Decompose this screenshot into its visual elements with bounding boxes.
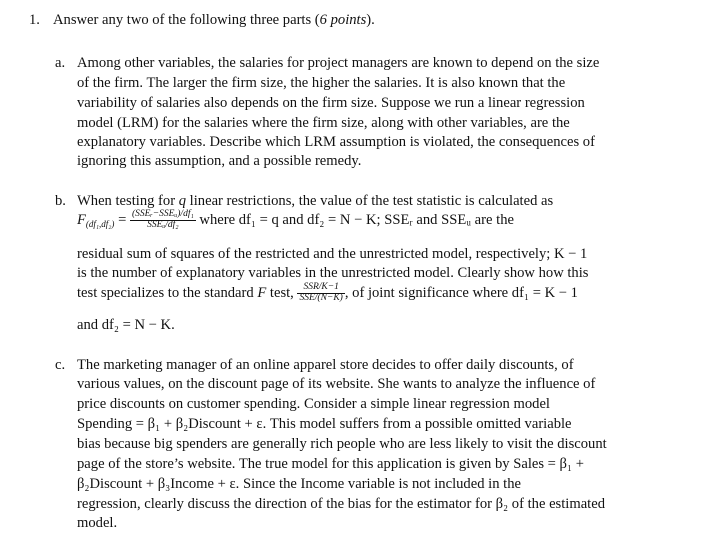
- standard-f-fraction: [297, 283, 344, 304]
- part-c-line: β₂Discount + β₃Income + ε. Since the Income variable is not included in the: [77, 476, 521, 492]
- part-c-line: page of the store’s website. The true model for this application is given by Sales = β₁ +: [77, 456, 584, 472]
- part-b-line-5: [77, 283, 578, 304]
- f-symbol: F: [257, 284, 267, 301]
- question-prompt-close: ).: [366, 12, 375, 28]
- question-points: 6 points: [319, 12, 367, 28]
- part-a-line: model (LRM) for the salaries where the firm size, along with other variables, are the: [77, 115, 570, 131]
- part-a-line: Among other variables, the salaries for project managers are known to depend on the size: [77, 55, 600, 71]
- part-c-line: The marketing manager of an online apparel store decides to offer daily discounts, of: [77, 357, 574, 373]
- part-b-line-4: is the number of explanatory variables in the unrestricted model. Clearly show how this: [77, 265, 589, 281]
- fraction-denominator: SSE/(N−K): [299, 292, 343, 303]
- f-statistic-fraction: [130, 210, 196, 231]
- question-number: 1.: [29, 12, 40, 28]
- part-b-line-6: and df₂ = N − K.: [77, 317, 175, 333]
- f-subscript: (df₁,df₂): [85, 218, 115, 229]
- fraction-numerator: (SSEᵣ−SSEᵤ)/df₁: [131, 209, 194, 219]
- part-a-line: variability of salaries also depends on the firm size. Suppose we run a linear regression: [77, 95, 585, 111]
- part-b-line-2: [77, 210, 514, 231]
- question-header: [29, 12, 375, 29]
- part-c-label: c.: [55, 357, 66, 373]
- part-b-q: q: [178, 193, 187, 209]
- part-b-line-1: [77, 193, 553, 210]
- part-b-text: test specializes to the standard: [77, 284, 258, 301]
- part-a-line: ignoring this assumption, and a possible remedy.: [77, 153, 362, 169]
- part-b-text: When testing for: [77, 193, 179, 209]
- part-c-line: various values, on the discount page of its website. She wants to analyze the influence of: [77, 376, 596, 392]
- part-c-line: bias because big spenders are generally rich people who are less likely to visit the discount: [77, 436, 607, 452]
- part-b-text: , of joint significance where df₁ = K − 1: [344, 284, 578, 301]
- question-prompt: Answer any two of the following three parts (: [53, 12, 320, 28]
- fraction-denominator: SSEᵤ/df₂: [147, 219, 179, 230]
- equals-sign: =: [114, 211, 130, 228]
- part-b-label: b.: [55, 193, 66, 209]
- part-b-text: linear restrictions, the value of the test statistic is calculated as: [186, 193, 554, 209]
- f-symbol: F: [77, 211, 86, 228]
- part-a-label: a.: [55, 55, 66, 71]
- part-b-text: where df₁ = q and df₂ = N − K; SSEᵣ and SSEᵤ are the: [195, 211, 514, 228]
- part-b-line-3: residual sum of squares of the restricted and the unrestricted model, respectively; K − 1: [77, 246, 588, 262]
- part-a-line: explanatory variables. Describe which LRM assumption is violated, the consequences of: [77, 134, 595, 150]
- fraction-numerator: SSR/K−1: [297, 283, 344, 294]
- part-a-line: of the firm. The larger the firm size, the higher the salaries. It is also known that the: [77, 75, 566, 91]
- part-c-line: price discounts on customer spending. Consider a simple linear regression model: [77, 396, 550, 412]
- part-c-line: Spending = β₁ + β₂Discount + ε. This model suffers from a possible omitted variable: [77, 416, 572, 432]
- part-c-line: regression, clearly discuss the direction of the bias for the estimator for β₂ of the estimated: [77, 496, 605, 512]
- part-c-line: model.: [77, 515, 118, 531]
- part-b-text: test,: [266, 284, 298, 301]
